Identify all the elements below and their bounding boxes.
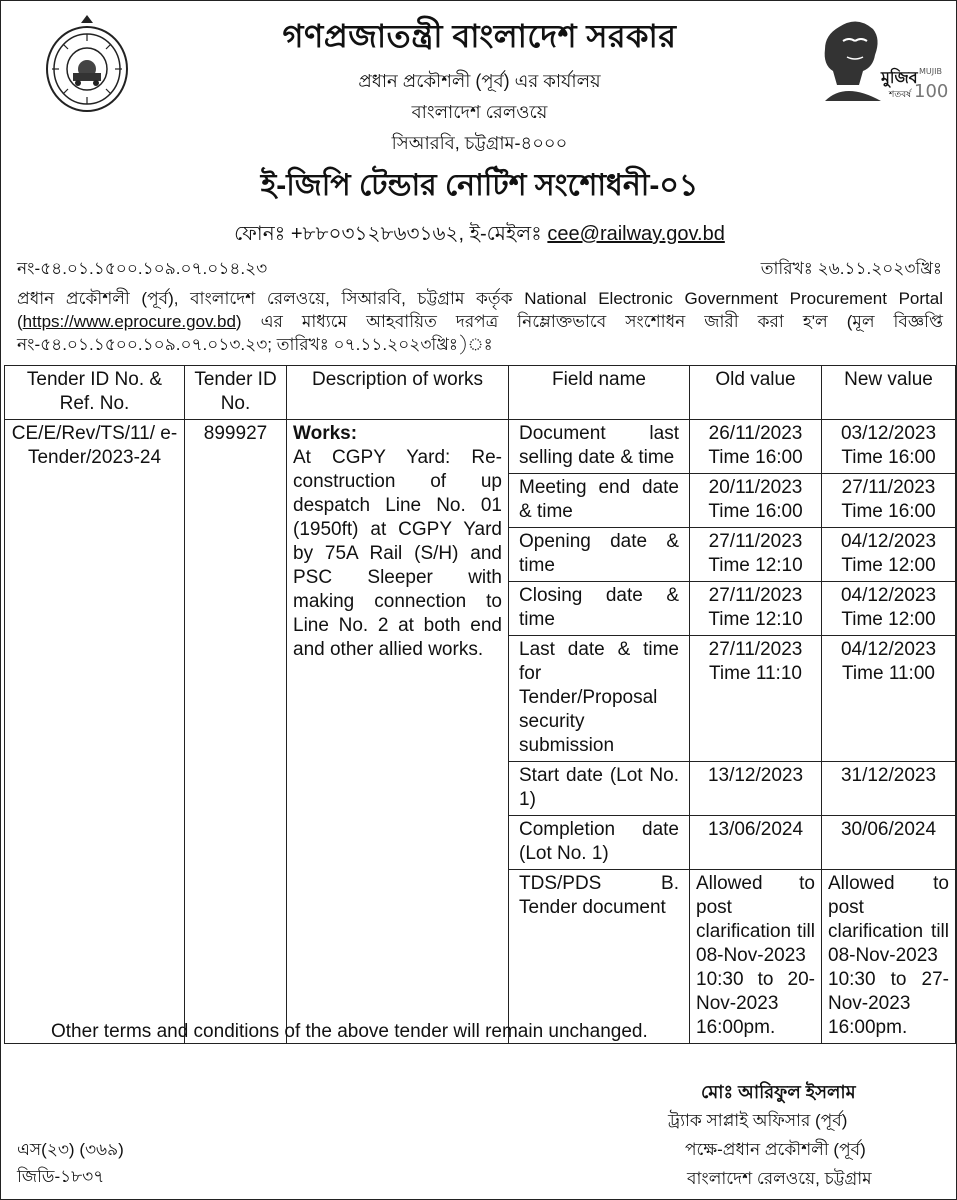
field-name-cell: Start date (Lot No. 1) [509, 762, 690, 816]
field-name-cell: Last date & time for Tender/Proposal security submission [509, 636, 690, 762]
field-name-cell: Opening date & time [509, 528, 690, 582]
table-row [5, 420, 956, 474]
notice-date: তারিখঃ ২৬.১১.২০২৩খ্রিঃ [760, 259, 942, 278]
mujib-100-logo-icon [819, 17, 949, 102]
terms-statement: Other terms and conditions of the above tender will remain unchanged. [51, 1021, 648, 1042]
intro-text-b: ) এর মাধ্যমে আহবায়িত দরপত্র নিম্লোক্তভাবে সংশোধন জারী করা হ'ল (মূল বিজ্ঞপ্তি নং-৫৪.০১.১৫০০.১০৯.০৭.০১৩.২৩; তারিখঃ ০৭.১১.২০২৩খ্রিঃ)ঃ [17, 312, 943, 354]
old-value-cell: 27/11/2023 Time 12:10 [690, 582, 822, 636]
bangladesh-railway-seal-icon [43, 11, 131, 115]
table-header-row [5, 366, 956, 420]
signatory-behalf: পক্ষে-প্রধান প্রকৌশলী (পূর্ব) [685, 1140, 866, 1159]
ref-no-cell: CE/E/Rev/TS/11/ e-Tender/2023-24 [5, 420, 185, 1044]
header-tender-id: Tender ID No. [185, 366, 287, 420]
new-value-cell: 04/12/2023 Time 11:00 [822, 636, 956, 762]
intro-text-a: প্রধান প্রকৌশলী (পূর্ব), বাংলাদেশ রেলওয়ে, সিআরবি, চট্টগ্রাম কর্তৃক National Electronic Government Procurement Portal ( [17, 289, 943, 331]
tender-amendment-table [4, 365, 956, 1044]
field-name-cell: Completion date (Lot No. 1) [509, 816, 690, 870]
mujib-logo-num: 100 [914, 81, 949, 102]
phone-label: ফোনঃ +৮৮০৩১২৮৬৩১৬২, ই-মেইলঃ [234, 223, 548, 245]
old-value-cell: 13/12/2023 [690, 762, 822, 816]
signatory-title: ট্র্যাক সাপ্লাই অফিসার (পূর্ব) [668, 1111, 848, 1130]
field-name-cell: Meeting end date & time [509, 474, 690, 528]
new-value-cell: 04/12/2023 Time 12:00 [822, 582, 956, 636]
works-label: Works: [293, 423, 358, 444]
old-value-cell: 20/11/2023 Time 16:00 [690, 474, 822, 528]
mujib-logo-sub: শতবর্ষ [889, 90, 912, 100]
railway-name: বাংলাদেশ রেলওয়ে [411, 102, 548, 122]
government-title: গণপ্রজাতন্ত্রী বাংলাদেশ সরকার [282, 18, 677, 54]
mujib-logo-en: MUJIB [919, 67, 942, 76]
header-field-name: Field name [509, 366, 690, 420]
header-new-value: New value [822, 366, 956, 420]
notice-title: ই-জিপি টেন্ডার নোটিশ সংশোধনী-০১ [260, 169, 699, 202]
old-value-cell: Allowed to post clarification till 08-Nov-2023 10:30 to 20-Nov-2023 16:00pm. [690, 870, 822, 1044]
field-name-cell: Closing date & time [509, 582, 690, 636]
header-old-value: Old value [690, 366, 822, 420]
header-ref-no: Tender ID No. & Ref. No. [5, 366, 185, 420]
field-name-cell: Document last selling date & time [509, 420, 690, 474]
signatory-organization: বাংলাদেশ রেলওয়ে, চট্টগ্রাম [687, 1169, 872, 1188]
works-description: At CGPY Yard: Re-construction of up despatch Line No. 01 (1950ft) at CGPY Yard by 75A Rail (S/H) and PSC Sleeper with making connection to Line No. 2 at both end and other allied works. [293, 447, 502, 660]
tender-id-cell: 899927 [185, 420, 287, 1044]
gd-code: জিডি-১৮৩৭ [17, 1167, 105, 1186]
old-value-cell: 27/11/2023 Time 11:10 [690, 636, 822, 762]
intro-paragraph [17, 287, 943, 356]
new-value-cell: 30/06/2024 [822, 816, 956, 870]
old-value-cell: 27/11/2023 Time 12:10 [690, 528, 822, 582]
description-cell [287, 420, 509, 1044]
eprocure-link[interactable]: https://www.eprocure.gov.bd [22, 312, 236, 331]
new-value-cell: 31/12/2023 [822, 762, 956, 816]
memo-number: নং-৫৪.০১.১৫০০.১০৯.০৭.০১৪.২৩ [17, 259, 268, 278]
new-value-cell: 04/12/2023 Time 12:00 [822, 528, 956, 582]
old-value-cell: 26/11/2023 Time 16:00 [690, 420, 822, 474]
new-value-cell: 03/12/2023 Time 16:00 [822, 420, 956, 474]
mujib-logo-text: মুজিব [881, 68, 918, 87]
email-link[interactable]: cee@railway.gov.bd [547, 223, 725, 245]
contact-line [151, 219, 808, 252]
office-address: সিআরবি, চট্টগ্রাম-৪০০০ [391, 133, 568, 153]
header-description: Description of works [287, 366, 509, 420]
new-value-cell: Allowed to post clarification till 08-Nov-2023 10:30 to 27-Nov-2023 16:00pm. [822, 870, 956, 1044]
office-name: প্রধান প্রকৌশলী (পূর্ব) এর কার্যালয় [358, 71, 601, 91]
field-name-cell: TDS/PDS B. Tender document [509, 870, 690, 1044]
publication-code: এস(২৩) (৩৬৯) [17, 1140, 124, 1159]
signatory-name: মোঃ আরিফুল ইসলাম [701, 1082, 856, 1102]
new-value-cell: 27/11/2023 Time 16:00 [822, 474, 956, 528]
old-value-cell: 13/06/2024 [690, 816, 822, 870]
